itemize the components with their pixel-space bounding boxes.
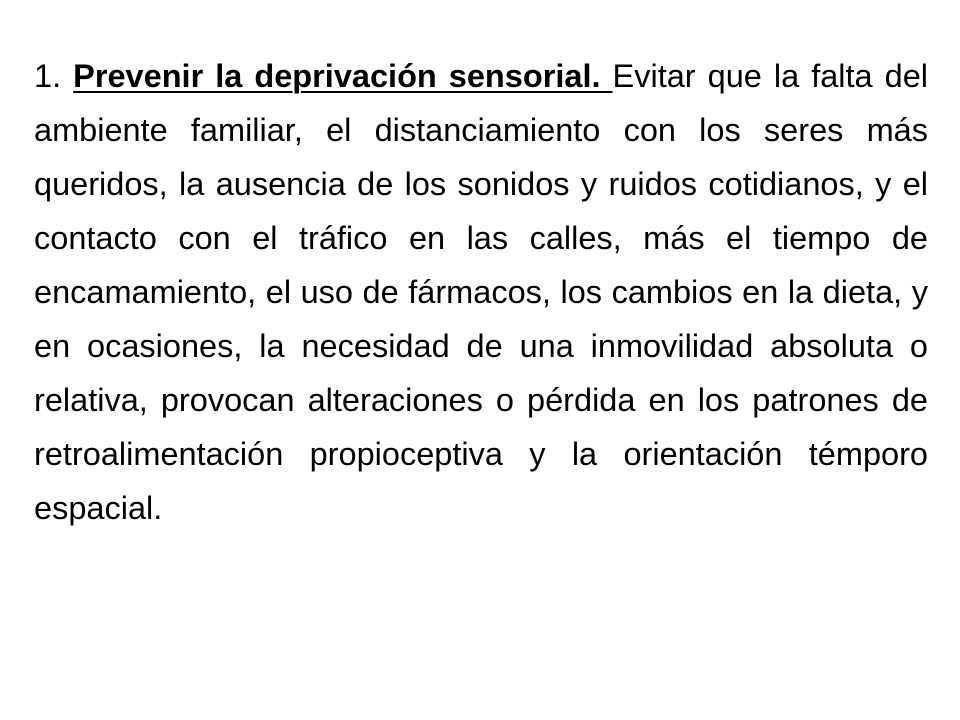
item-body: Evitar que la falta del ambiente familiar, el distanciamiento con los seres más queridos, la ausencia de los sonidos y ruidos cotidianos, y el contacto con el tráfico en las calles, más el tiempo de encamamiento, el uso de fármacos, los cambios en la dieta, y en ocasiones, la necesidad de una inmovilidad absoluta o relativa, provocan alteraciones o pérdida en los patrones de retroalimentación propioceptiva y la orientación témporo espacial. (34, 58, 929, 526)
item-number: 1. (34, 58, 62, 94)
body-paragraph (34, 49, 928, 535)
item-heading: Prevenir la deprivación sensorial. (73, 58, 613, 94)
